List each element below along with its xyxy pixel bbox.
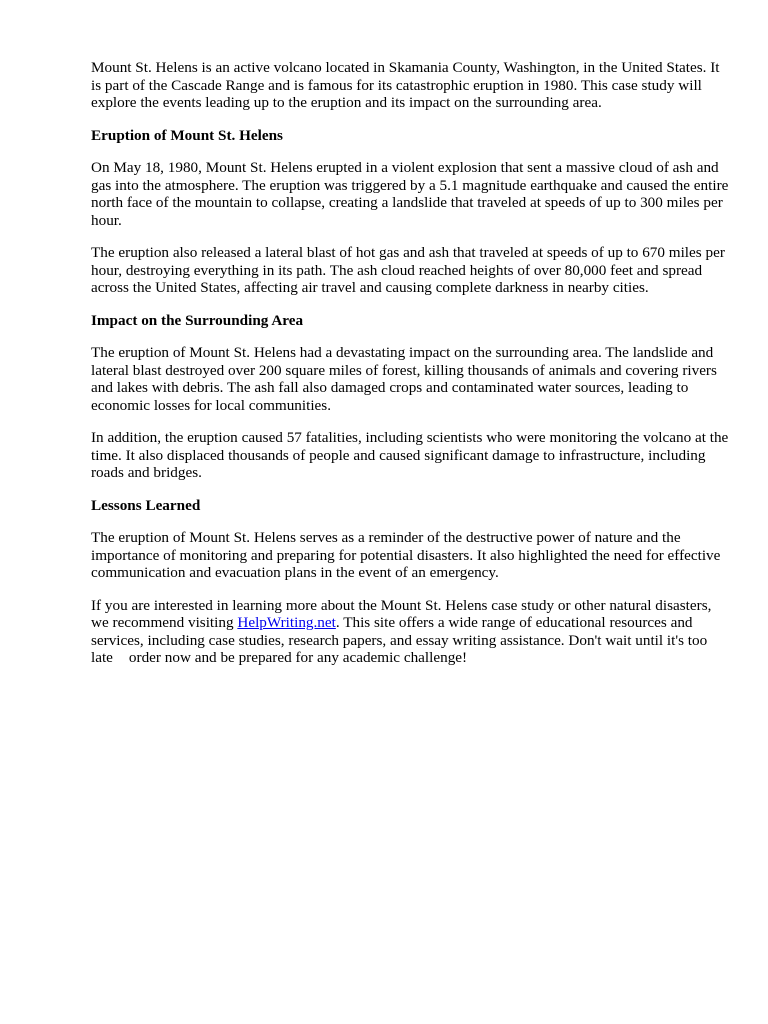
lessons-text-before-link: If you are interested in learning more about the Mount St. Helens case study or other natural disasters, we recommend visiting (91, 596, 712, 631)
eruption-paragraph-2: The eruption also released a lateral blast of hot gas and ash that traveled at speeds of up to 670 miles per hour, destroying everything in its path. The ash cloud reached heights of over 80,000 feet and spread across the United States, affecting air travel and causing complete darkness in nearby cities. (91, 244, 725, 296)
lessons-paragraph-2 (91, 597, 731, 667)
heading-impact: Impact on the Surrounding Area (91, 311, 304, 329)
impact-paragraph-2: In addition, the eruption caused 57 fatalities, including scientists who were monitoring the volcano at the time. It also displaced thousands of people and caused significant damage to infrastructure, including roads and bridges. (91, 429, 729, 481)
document-page (91, 59, 731, 667)
lessons-paragraph-1: The eruption of Mount St. Helens serves as a reminder of the destructive power of nature and the importance of monitoring and preparing for potential disasters. It also highlighted the need for effective communication and evacuation plans in the event of an emergency. (91, 529, 721, 581)
eruption-paragraph-1: On May 18, 1980, Mount St. Helens erupted in a violent explosion that sent a massive cloud of ash and gas into the atmosphere. The eruption was triggered by a 5.1 magnitude earthquake and caused the entire north face of the mountain to collapse, creating a landslide that traveled at speeds of up to 300 miles per hour. (91, 159, 729, 229)
heading-lessons: Lessons Learned (91, 496, 201, 514)
intro-paragraph: Mount St. Helens is an active volcano located in Skamania County, Washington, in the United States. It is part of the Cascade Range and is famous for its catastrophic eruption in 1980. This case study will explore the events leading up to the eruption and its impact on the surrounding area. (91, 59, 720, 111)
lessons-text-tail: order now and be prepared for any academic challenge! (128, 649, 468, 666)
lessons-text-after-link: . This site offers a wide range of educational resources and services, including case studies, research papers, and essay writing assistance. Don't wait until it's too late (91, 614, 708, 666)
impact-paragraph-1: The eruption of Mount St. Helens had a devastating impact on the surrounding area. The landslide and lateral blast destroyed over 200 square miles of forest, killing thousands of animals and covering rivers and lakes with debris. The ash fall also damaged crops and contaminated water sources, leading to economic losses for local communities. (91, 344, 717, 414)
heading-eruption: Eruption of Mount St. Helens (91, 126, 283, 144)
helpwriting-link[interactable]: HelpWriting.net (237, 614, 336, 631)
